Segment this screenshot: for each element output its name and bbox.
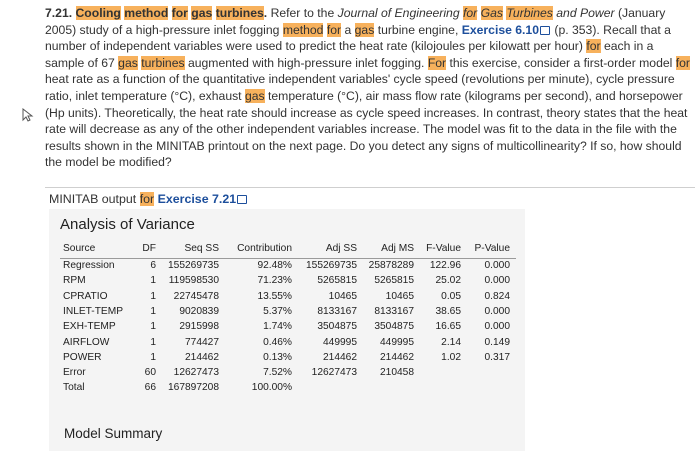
table-cell: 0.000 bbox=[484, 260, 510, 271]
table-cell: 12627473 bbox=[311, 367, 357, 379]
table-cell: 122.96 bbox=[429, 260, 461, 271]
header-rule bbox=[60, 258, 516, 259]
column-header: Seq SS bbox=[184, 243, 219, 254]
table-cell: 0.317 bbox=[484, 351, 510, 363]
table-cell: 92.48% bbox=[257, 260, 292, 271]
highlight-journal-turbines: Turbines bbox=[506, 6, 553, 20]
body-text: turbine engine, bbox=[377, 22, 459, 37]
problem-text: 7.21. Cooling method for gas turbines. Refer to the Journal of Engineering for Gas Turbines and Power (January 2005) study of a high-pressure inlet fogging method for a gas turbine engine, Exercise 6.10 (p. 353). Recall that a number of independent variables were used to predict the heat rate (kilojoules per kilowatt per hour) for each in a sample of 67 gas turbines augmented with high-pressure inlet fogging. For this exercise, consider a first-order model for heat rate as a function of the quantitative independent variables' cycle speed (revolutions per minute), cycle pressure ratio, inlet temperature (°C), exhaust gas temperature (°C), air mass flow rate (kilograms per second), and horsepower (Hp units). Theoretically, the heat rate should increase as cycle speed increases. In contrast, theory states that the heat rate will decrease as any of the other independent variables increase. The model was fit to the data in the file with the results shown in the MINITAB printout on the next page. Do you detect any signs of multicollinearity? If so, how should the model be modified? bbox=[45, 6, 690, 170]
column-header: Adj SS bbox=[325, 243, 357, 254]
body-text: temperature (°C), air mass flow rate (kilograms per second), and horsepower (Hp units). Theoretically, the heat rate should increase as cycle speed increases. In contrast, theory states that the heat rate will decrease as any of the other independent variables increase. The model was fit to the data in the file with the results shown in the MINITAB printout on the next page. Do you detect any signs of multicollinearity? If so, how should the model be modified? bbox=[45, 88, 688, 170]
table-cell: 0.05 bbox=[441, 290, 461, 302]
aov-title: Analysis of Variance bbox=[60, 216, 195, 233]
table-cell: 214462 bbox=[323, 351, 357, 363]
table-cell: 6 bbox=[150, 260, 156, 271]
highlight-for-4: For bbox=[427, 55, 447, 70]
table-cell: Total bbox=[63, 382, 85, 394]
table-cell: 0.824 bbox=[484, 290, 510, 302]
table-cell: 155269735 bbox=[168, 260, 219, 271]
minitab-prefix: MINITAB output bbox=[49, 192, 137, 206]
highlight-gas-2: gas bbox=[354, 22, 375, 37]
table-cell: 100.00% bbox=[251, 382, 292, 394]
table-cell: 2.14 bbox=[441, 336, 461, 348]
table-cell: 5.37% bbox=[263, 305, 292, 317]
model-summary-title: Model Summary bbox=[64, 426, 163, 441]
body-text: this exercise, consider a first-order model bbox=[449, 55, 673, 70]
table-cell: 12627473 bbox=[173, 367, 219, 379]
highlight-gas-3: gas bbox=[118, 55, 138, 70]
highlight-journal-gas: Gas bbox=[480, 6, 503, 20]
table-cell: 2915998 bbox=[179, 321, 219, 333]
highlight-turbines-2: turbines bbox=[141, 55, 185, 70]
table-cell: 13.55% bbox=[257, 290, 292, 302]
highlight-for-6: for bbox=[139, 192, 155, 206]
table-cell: POWER bbox=[63, 351, 102, 363]
table-cell: 1 bbox=[150, 351, 156, 363]
table-cell: 449995 bbox=[323, 336, 357, 348]
table-cell: EXH-TEMP bbox=[63, 321, 116, 333]
table-cell: 25.02 bbox=[435, 275, 461, 287]
highlight-method-2: method bbox=[282, 22, 324, 37]
body-text: (January 2005) study of a high-pressure inlet fogging bbox=[45, 6, 666, 37]
table-cell: 1 bbox=[150, 336, 156, 348]
table-cell: 0.149 bbox=[484, 336, 510, 348]
body-text: augmented with high-pressure inlet fogging. bbox=[187, 55, 425, 70]
column-header: P-Value bbox=[474, 243, 510, 254]
table-cell: 214462 bbox=[185, 351, 219, 363]
body-text: each in a sample of 67 bbox=[45, 39, 654, 70]
highlight-gas-4: gas bbox=[244, 88, 265, 103]
column-header: F-Value bbox=[426, 243, 461, 254]
column-header: Source bbox=[63, 243, 96, 254]
table-cell: 0.000 bbox=[484, 321, 510, 333]
column-header: DF bbox=[142, 243, 156, 254]
table-cell: 1.74% bbox=[263, 321, 292, 333]
highlight-cooling: Cooling bbox=[75, 6, 121, 20]
table-cell: 3504875 bbox=[317, 321, 357, 333]
table-cell: Regression bbox=[63, 260, 115, 271]
table-cell: Error bbox=[63, 367, 86, 379]
highlight-for-2: for bbox=[326, 22, 342, 37]
column-header: Adj MS bbox=[381, 243, 414, 254]
table-cell: 7.52% bbox=[263, 367, 292, 379]
table-cell: 155269735 bbox=[306, 260, 357, 271]
table-cell: 167897208 bbox=[168, 382, 219, 394]
table-cell: 119598530 bbox=[168, 275, 219, 287]
minitab-output-label bbox=[49, 192, 248, 206]
table-cell: 1.02 bbox=[441, 351, 461, 363]
table-cell: 0.000 bbox=[484, 305, 510, 317]
table-cell: INLET-TEMP bbox=[63, 305, 124, 317]
column-header: Contribution bbox=[237, 243, 292, 254]
table-cell: 0.13% bbox=[263, 351, 292, 363]
table-cell: 3504875 bbox=[374, 321, 414, 333]
highlight-for-3: for bbox=[586, 39, 601, 54]
table-cell: 8133167 bbox=[317, 305, 357, 317]
table-cell: 8133167 bbox=[374, 305, 414, 317]
table-cell: 0.000 bbox=[484, 275, 510, 287]
problem-number: 7.21. bbox=[45, 6, 73, 20]
highlight-journal-for: for bbox=[463, 6, 478, 20]
table-cell: 71.23% bbox=[257, 275, 292, 287]
intro-text: Refer to the bbox=[270, 6, 335, 20]
highlight-for-5: for bbox=[675, 55, 690, 70]
table-cell: 1 bbox=[150, 305, 156, 317]
book-icon[interactable] bbox=[540, 26, 550, 35]
book-icon[interactable] bbox=[237, 195, 247, 204]
journal-title: Journal of Engineering bbox=[337, 6, 460, 20]
table-cell: 10465 bbox=[328, 290, 357, 302]
table-cell: 25878289 bbox=[368, 260, 414, 271]
table-cell: 60 bbox=[144, 367, 156, 379]
table-cell: CPRATIO bbox=[63, 290, 108, 302]
highlight-turbines: turbines bbox=[215, 6, 264, 20]
section-divider bbox=[45, 187, 695, 188]
table-cell: 210458 bbox=[380, 367, 414, 379]
body-text: a bbox=[344, 22, 352, 37]
exercise-link-6-10[interactable]: Exercise 6.10 bbox=[461, 22, 539, 37]
table-cell: 10465 bbox=[385, 290, 414, 302]
highlight-for: for bbox=[171, 6, 188, 20]
table-cell: 0.46% bbox=[263, 336, 292, 348]
table-cell: 1 bbox=[150, 321, 156, 333]
highlight-method: method bbox=[124, 6, 169, 20]
table-cell: 5265815 bbox=[317, 275, 357, 287]
table-cell: 9020839 bbox=[179, 305, 219, 317]
table-cell: RPM bbox=[63, 275, 86, 287]
highlight-gas: gas bbox=[191, 6, 213, 20]
table-cell: 66 bbox=[144, 382, 156, 394]
table-cell: 16.65 bbox=[435, 321, 461, 333]
exercise-link-7-21[interactable]: Exercise 7.21 bbox=[157, 192, 237, 206]
table-cell: 774427 bbox=[185, 336, 219, 348]
table-cell: 449995 bbox=[380, 336, 414, 348]
table-cell: 38.65 bbox=[435, 305, 461, 317]
table-cell: 1 bbox=[150, 275, 156, 287]
body-text: heat rate as a function of the quantitative independent variables' cycle speed (revolutions per minute), cycle pressure ratio, inlet temperature (°C), exhaust bbox=[45, 72, 675, 103]
table-cell: AIRFLOW bbox=[63, 336, 110, 348]
table-cell: 1 bbox=[150, 290, 156, 302]
table-cell: 214462 bbox=[380, 351, 414, 363]
body-text: (p. 353). Recall that a number of independent variables were used to predict the heat rate (kilojoules per kilowatt per hour) bbox=[45, 22, 671, 54]
journal-title-end: and Power bbox=[556, 6, 615, 20]
table-cell: 5265815 bbox=[374, 275, 414, 287]
cursor-icon bbox=[20, 108, 34, 122]
table-cell: 22745478 bbox=[173, 290, 219, 302]
